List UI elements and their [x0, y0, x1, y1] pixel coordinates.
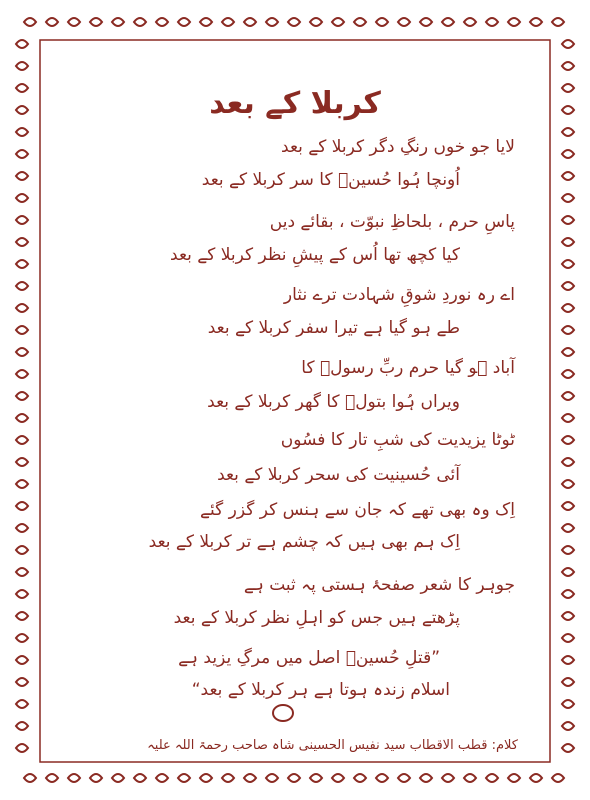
border-motif: [16, 502, 28, 510]
border-motif: [16, 480, 28, 488]
border-motif: [16, 40, 28, 48]
border-motif: [354, 774, 366, 782]
border-motif: [16, 238, 28, 246]
border-motif: [464, 774, 476, 782]
border-motif: [16, 62, 28, 70]
border-motif: [562, 722, 574, 730]
border-motif: [16, 392, 28, 400]
border-motif: [178, 774, 190, 782]
border-motif: [562, 260, 574, 268]
border-motif: [16, 678, 28, 686]
border-motif: [562, 216, 574, 224]
verse-line: ویراں ہُوا بتولؑ کا گھر کربلا کے بعد: [207, 392, 460, 412]
border-motif: [420, 774, 432, 782]
border-motif: [46, 774, 58, 782]
border-motif: [562, 678, 574, 686]
border-motif: [562, 348, 574, 356]
border-motif: [244, 774, 256, 782]
border-motif: [16, 194, 28, 202]
border-motif: [16, 546, 28, 554]
border-motif: [16, 524, 28, 532]
border-motif: [16, 656, 28, 664]
border-motif: [562, 172, 574, 180]
border-motif: [562, 634, 574, 642]
border-motif: [68, 18, 80, 26]
verse-line: جوہر کا شعر صفحۂ ہستی پہ ثبت ہے: [243, 575, 515, 595]
border-motif: [266, 18, 278, 26]
border-motif: [266, 774, 278, 782]
border-motif: [16, 612, 28, 620]
border-motif: [508, 18, 520, 26]
border-motif: [552, 18, 564, 26]
verse-line: اِک وہ بھی تھے کہ جان سے ہنس کر گزر گئے: [200, 500, 515, 520]
border-motif: [134, 774, 146, 782]
border-motif: [288, 774, 300, 782]
border-motif: [530, 18, 542, 26]
border-motif: [562, 436, 574, 444]
border-motif: [90, 774, 102, 782]
border-motif: [156, 18, 168, 26]
border-motif: [16, 744, 28, 752]
border-motif: [16, 172, 28, 180]
border-motif: [16, 150, 28, 158]
border-motif: [16, 216, 28, 224]
border-motif: [398, 774, 410, 782]
border-motif: [562, 62, 574, 70]
border-motif: [464, 18, 476, 26]
border-motif: [24, 18, 36, 26]
border-motif: [134, 18, 146, 26]
verse-line: کیا کچھ تھا اُس کے پیشِ نظر کربلا کے بعد: [170, 245, 460, 265]
border-motif: [562, 546, 574, 554]
border-motif: [222, 18, 234, 26]
border-motif: [376, 18, 388, 26]
border-motif: [16, 590, 28, 598]
border-motif: [16, 348, 28, 356]
border-motif: [222, 774, 234, 782]
border-motif: [332, 18, 344, 26]
border-motif: [442, 774, 454, 782]
border-motif: [16, 282, 28, 290]
border-motif: [288, 18, 300, 26]
verse-line: آئی حُسینیت کی سحر کربلا کے بعد: [217, 465, 460, 485]
border-motif: [562, 458, 574, 466]
border-motif: [310, 774, 322, 782]
border-motif: [90, 18, 102, 26]
border-motif: [562, 524, 574, 532]
border-motif: [16, 370, 28, 378]
border-motif: [562, 128, 574, 136]
border-motif: [200, 18, 212, 26]
poet-credit: کلام: قطب الاقطاب سید نفیس الحسینی شاہ صاحب رحمۃ اللہ علیہ: [147, 738, 518, 753]
border-motif: [112, 18, 124, 26]
border-motif: [562, 568, 574, 576]
border-motif: [530, 774, 542, 782]
border-motif: [16, 304, 28, 312]
verse-line: ٹوٹا یزیدیت کی شبِ تار کا فسُوں: [280, 430, 515, 450]
border-motif: [398, 18, 410, 26]
border-motif: [354, 18, 366, 26]
border-motif: [562, 414, 574, 422]
border-motif: [562, 304, 574, 312]
border-motif: [16, 436, 28, 444]
border-motif: [16, 326, 28, 334]
border-motif: [486, 18, 498, 26]
border-motif: [562, 150, 574, 158]
border-motif: [420, 18, 432, 26]
border-motif: [376, 774, 388, 782]
verse-line: آباد ہو گیا حرم ربِّ رسولؐ کا: [301, 358, 515, 378]
border-motif: [562, 282, 574, 290]
border-motif: [562, 194, 574, 202]
border-motif: [16, 634, 28, 642]
border-motif: [16, 128, 28, 136]
border-motif: [486, 774, 498, 782]
border-motif: [16, 722, 28, 730]
border-motif: [200, 774, 212, 782]
border-motif: [156, 774, 168, 782]
border-motif: [552, 774, 564, 782]
border-motif: [24, 774, 36, 782]
border-motif: [332, 774, 344, 782]
border-motif: [562, 744, 574, 752]
poem-title: کربلا کے بعد: [209, 86, 381, 121]
verse-line: اے رہ نوردِ شوقِ شہادت ترے نثار: [283, 285, 515, 305]
border-motif: [562, 612, 574, 620]
verse-line: اُونچا ہُوا حُسینؑ کا سر کربلا کے بعد: [201, 170, 460, 190]
border-motif: [562, 502, 574, 510]
border-motif: [442, 18, 454, 26]
verse-line: لایا جو خوں رنگِ دگر کربلا کے بعد: [281, 137, 515, 157]
verse-line: اِک ہم بھی ہیں کہ چشم ہے تر کربلا کے بعد: [148, 532, 460, 552]
border-motif: [16, 700, 28, 708]
border-motif: [16, 458, 28, 466]
border-motif: [16, 414, 28, 422]
ornament-circle: [272, 704, 294, 722]
border-motif: [68, 774, 80, 782]
border-motif: [16, 260, 28, 268]
verse-line: طے ہو گیا ہے تیرا سفر کربلا کے بعد: [207, 318, 460, 338]
border-motif: [562, 238, 574, 246]
border-motif: [562, 370, 574, 378]
border-motif: [562, 40, 574, 48]
border-motif: [178, 18, 190, 26]
border-motif: [562, 326, 574, 334]
quote-line: اسلام زندہ ہوتا ہے ہر کربلا کے بعد“: [191, 680, 450, 700]
border-motif: [244, 18, 256, 26]
border-motif: [46, 18, 58, 26]
border-motif: [508, 774, 520, 782]
border-motif: [112, 774, 124, 782]
border-motif: [562, 480, 574, 488]
border-motif: [562, 656, 574, 664]
quote-line: ”قتلِ حُسینؑ اصل میں مرگِ یزید ہے: [178, 648, 440, 668]
border-motif: [562, 590, 574, 598]
verse-line: پڑھتے ہیں جس کو اہلِ نظر کربلا کے بعد: [173, 608, 460, 628]
border-motif: [562, 392, 574, 400]
border-motif: [16, 568, 28, 576]
border-motif: [562, 700, 574, 708]
border-motif: [310, 18, 322, 26]
verse-line: پاسِ حرم ، بلحاظِ نبوّت ، بقائے دیں: [269, 212, 515, 232]
